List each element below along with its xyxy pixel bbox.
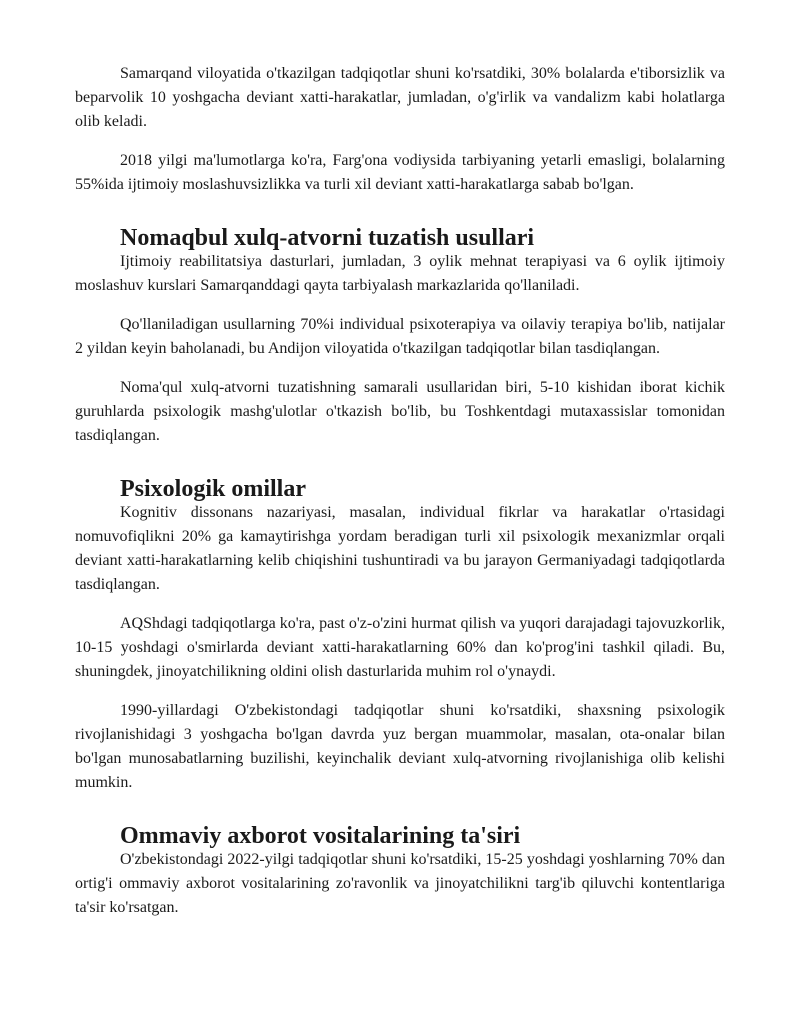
- paragraph-1990s-uzbekistan: 1990-yillardagi O'zbekistondagi tadqiqotlar shuni ko'rsatdiki, shaxsning psixologik rivojlanishidagi 3 yoshgacha bo'lgan davrda yuz bergan muammolar, masalan, ota-onalar bilan bo'lgan munosabatlarning buzilishi, keyinchalik deviant xulq-atvorning rivojlanishiga olib kelishi mumkin.: [75, 702, 725, 791]
- section-gap: [75, 212, 725, 226]
- section-gap: [75, 463, 725, 477]
- heading-mass-media-influence: Ommaviy axborot vositalarining ta'siri: [120, 823, 521, 849]
- paragraph-rehabilitation-programs: Ijtimoiy reabilitatsiya dasturlari, jumladan, 3 oylik mehnat terapiyasi va 6 oylik ijtimoiy moslashuv kurslari Samarqanddagi qayta tarbiyalash markazlarida qo'llaniladi.: [75, 253, 725, 294]
- paragraph-usa-study: AQShdagi tadqiqotlarga ko'ra, past o'z-o'zini hurmat qilish va yuqori darajadagi tajovuzkorlik, 10-15 yoshdagi o'smirlarda deviant xatti-harakatlarning 60% dan ko'prog'ini tashkil qiladi. Bu, shuningdek, jinoyatchilikning oldini olish dasturlarida muhim rol o'ynaydi.: [75, 615, 725, 680]
- paragraph-cognitive-dissonance: Kognitiv dissonans nazariyasi, masalan, individual fikrlar va harakatlar o'rtasidagi nomuvofiqlikni 20% ga kamaytirishga yordam beradigan turli xil psixologik mexanizmlar orqali deviant xatti-harakatlarning kelib chiqishini tushuntiradi va bu jarayon Germaniyadagi tadqiqotlarda tasdiqlangan.: [75, 504, 725, 593]
- paragraph-samarqand-study: Samarqand viloyatida o'tkazilgan tadqiqotlar shuni ko'rsatdiki, 30% bolalarda e'tiborsizlik va beparvolik 10 yoshgacha deviant xatti-harakatlar, jumladan, o'g'irlik va vandalizm kabi holatlarga olib keladi.: [75, 65, 725, 130]
- paragraph-methods-70-percent: Qo'llaniladigan usullarning 70%i individual psixoterapiya va oilaviy terapiya bo'lib, natijalar 2 yildan keyin baholanadi, bu Andijon viloyatida o'tkazilgan tadqiqotlar bilan tasdiqlangan.: [75, 316, 725, 357]
- paragraph-2022-uzbekistan: O'zbekistondagi 2022-yilgi tadqiqotlar shuni ko'rsatdiki, 15-25 yoshdagi yoshlarning 70% dan ortig'i ommaviy axborot vositalarining zo'ravonlik va jinoyatchilikni targ'ib qiluvchi kontentlariga ta'sir ko'rsatgan.: [75, 851, 725, 916]
- section-gap: [75, 810, 725, 824]
- heading-correction-methods: Nomaqbul xulq-atvorni tuzatish usullari: [120, 225, 535, 251]
- document-page: [75, 62, 725, 935]
- heading-psychological-factors: Psixologik omillar: [120, 476, 306, 502]
- paragraph-fergana-2018: 2018 yilgi ma'lumotlarga ko'ra, Farg'ona vodiysida tarbiyaning yetarli emasligi, bolalarning 55%ida ijtimoiy moslashuvsizlikka va turli xil deviant xatti-harakatlarga sabab bo'lgan.: [75, 152, 725, 193]
- paragraph-small-groups: Noma'qul xulq-atvorni tuzatishning samarali usullaridan biri, 5-10 kishidan iborat kichik guruhlarda psixologik mashg'ulotlar o'tkazish bo'lib, bu Toshkentdagi mutaxassislar tomonidan tasdiqlangan.: [75, 379, 725, 444]
